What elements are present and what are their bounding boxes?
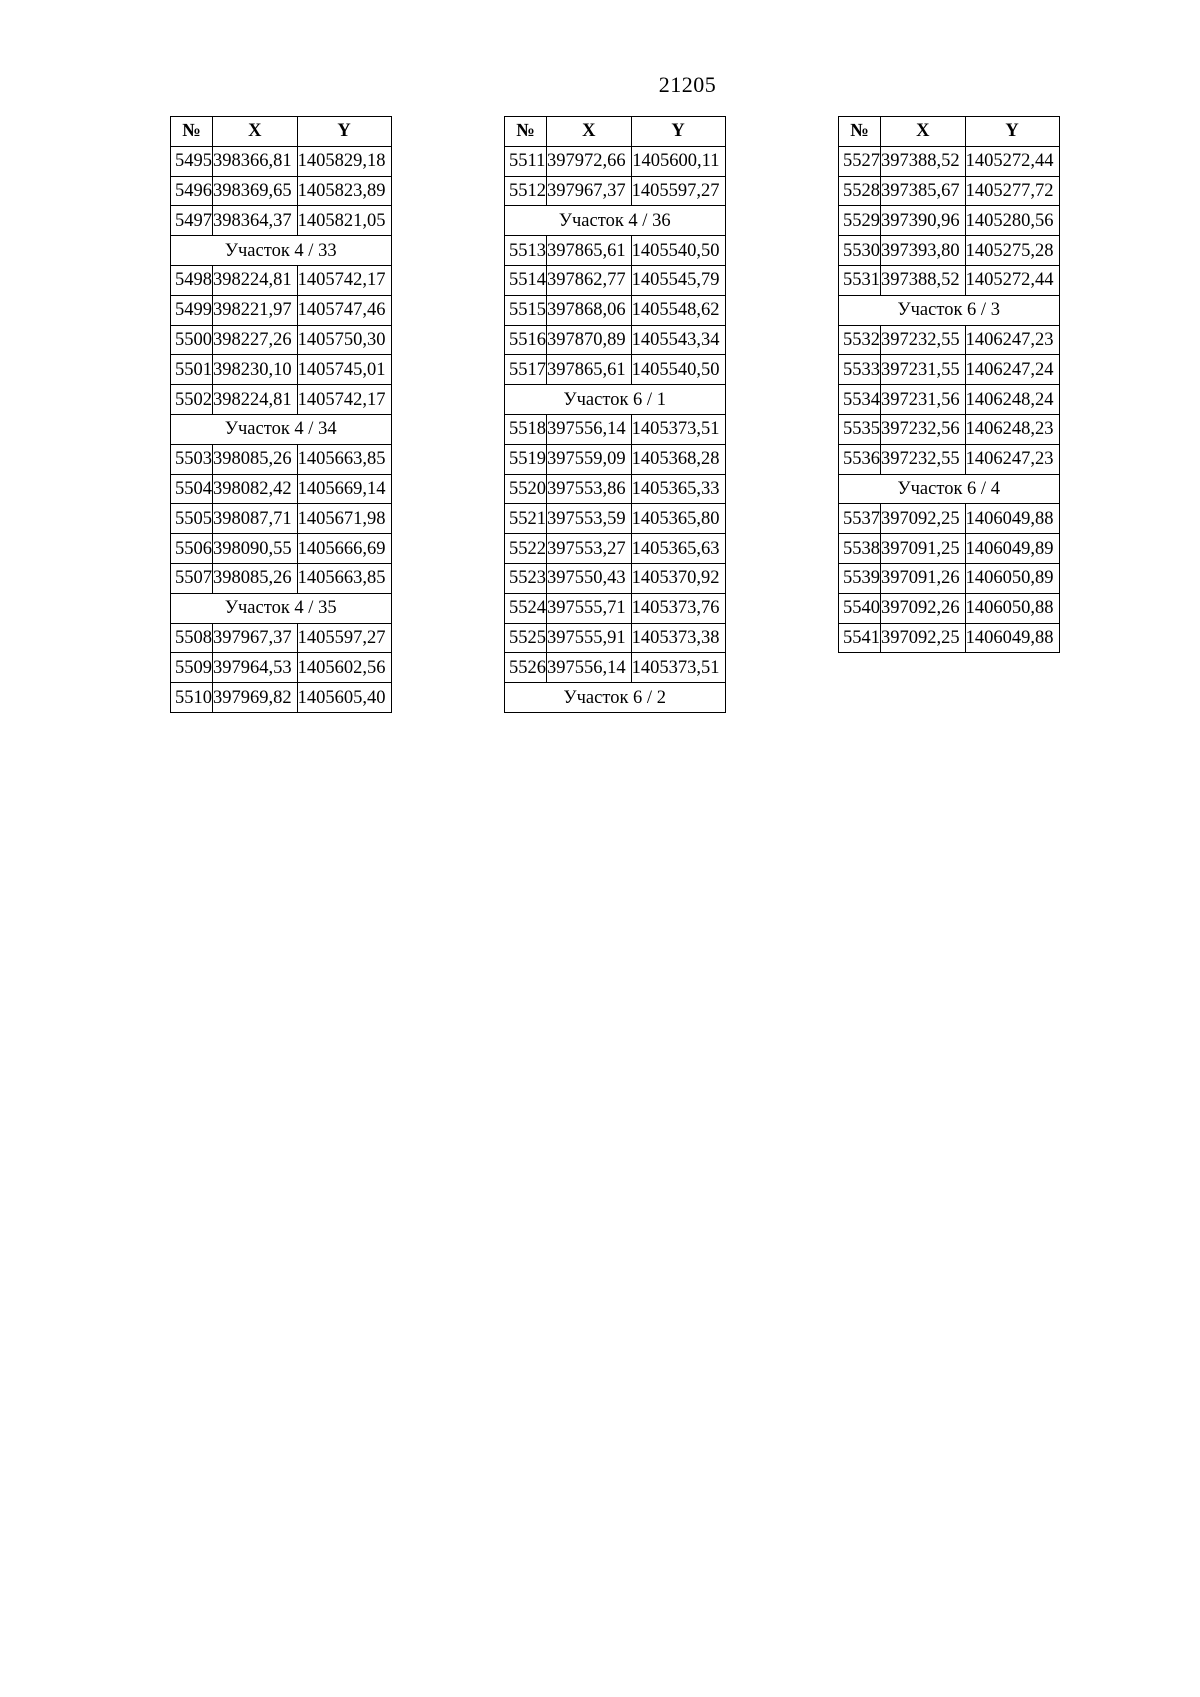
x-coordinate: 397967,37 (547, 176, 632, 206)
y-coordinate: 1406050,88 (965, 593, 1059, 623)
table-row (171, 474, 392, 504)
point-number: 5537 (839, 504, 881, 534)
y-coordinate: 1405745,01 (297, 355, 391, 385)
table-row (839, 504, 1060, 534)
x-coordinate: 397967,37 (213, 623, 298, 653)
section-row (505, 683, 726, 713)
section-label: Участок 4 / 36 (505, 206, 726, 236)
x-coordinate: 397865,61 (547, 355, 632, 385)
table-row (505, 295, 726, 325)
x-coordinate: 397553,86 (547, 474, 632, 504)
point-number: 5499 (171, 295, 213, 325)
x-coordinate: 398366,81 (213, 146, 298, 176)
x-coordinate: 397969,82 (213, 683, 298, 713)
table-row (505, 176, 726, 206)
table-row (839, 534, 1060, 564)
header-number: № (505, 117, 547, 147)
x-coordinate: 398087,71 (213, 504, 298, 534)
x-coordinate: 397865,61 (547, 236, 632, 266)
point-number: 5513 (505, 236, 547, 266)
x-coordinate: 397555,71 (547, 593, 632, 623)
x-coordinate: 397390,96 (881, 206, 966, 236)
y-coordinate: 1406247,23 (965, 444, 1059, 474)
x-coordinate: 397388,52 (881, 146, 966, 176)
y-coordinate: 1405597,27 (631, 176, 725, 206)
point-number: 5518 (505, 414, 547, 444)
header-x: X (881, 117, 966, 147)
y-coordinate: 1405545,79 (631, 265, 725, 295)
point-number: 5527 (839, 146, 881, 176)
section-label: Участок 4 / 34 (171, 414, 392, 444)
x-coordinate: 397092,25 (881, 504, 966, 534)
table-row (839, 236, 1060, 266)
table-row (505, 653, 726, 683)
point-number: 5522 (505, 534, 547, 564)
header-y: Y (297, 117, 391, 147)
section-label: Участок 4 / 35 (171, 593, 392, 623)
point-number: 5538 (839, 534, 881, 564)
y-coordinate: 1405277,72 (965, 176, 1059, 206)
table-row (171, 653, 392, 683)
x-coordinate: 397232,55 (881, 325, 966, 355)
y-coordinate: 1405742,17 (297, 385, 391, 415)
point-number: 5514 (505, 265, 547, 295)
x-coordinate: 397091,25 (881, 534, 966, 564)
coordinate-table-1 (170, 116, 392, 713)
y-coordinate: 1405365,63 (631, 534, 725, 564)
point-number: 5531 (839, 265, 881, 295)
point-number: 5516 (505, 325, 547, 355)
y-coordinate: 1406247,23 (965, 325, 1059, 355)
section-row (505, 206, 726, 236)
point-number: 5536 (839, 444, 881, 474)
x-coordinate: 398224,81 (213, 385, 298, 415)
table-row (171, 355, 392, 385)
table-row (839, 325, 1060, 355)
y-coordinate: 1406247,24 (965, 355, 1059, 385)
x-coordinate: 398085,26 (213, 563, 298, 593)
x-coordinate: 397553,27 (547, 534, 632, 564)
point-number: 5510 (171, 683, 213, 713)
y-coordinate: 1405373,38 (631, 623, 725, 653)
x-coordinate: 397232,55 (881, 444, 966, 474)
y-coordinate: 1405540,50 (631, 236, 725, 266)
x-coordinate: 397388,52 (881, 265, 966, 295)
y-coordinate: 1405750,30 (297, 325, 391, 355)
table-row (171, 623, 392, 653)
y-coordinate: 1405600,11 (631, 146, 725, 176)
section-row (171, 593, 392, 623)
y-coordinate: 1406050,89 (965, 563, 1059, 593)
point-number: 5521 (505, 504, 547, 534)
y-coordinate: 1405747,46 (297, 295, 391, 325)
y-coordinate: 1405540,50 (631, 355, 725, 385)
x-coordinate: 398082,42 (213, 474, 298, 504)
point-number: 5520 (505, 474, 547, 504)
x-coordinate: 397393,80 (881, 236, 966, 266)
table-row (171, 444, 392, 474)
y-coordinate: 1405821,05 (297, 206, 391, 236)
table-row (505, 623, 726, 653)
coordinate-table-2 (504, 116, 726, 713)
point-number: 5523 (505, 563, 547, 593)
coordinate-table-3 (838, 116, 1060, 653)
point-number: 5505 (171, 504, 213, 534)
x-coordinate: 398364,37 (213, 206, 298, 236)
table-row (171, 295, 392, 325)
y-coordinate: 1405829,18 (297, 146, 391, 176)
table-body (171, 146, 392, 712)
point-number: 5509 (171, 653, 213, 683)
x-coordinate: 397091,26 (881, 563, 966, 593)
page-number: 21205 (658, 72, 717, 97)
table-row (839, 385, 1060, 415)
x-coordinate: 397231,55 (881, 355, 966, 385)
table-header-row (171, 117, 392, 147)
table-row (505, 474, 726, 504)
table-row (505, 146, 726, 176)
section-label: Участок 6 / 4 (839, 474, 1060, 504)
point-number: 5498 (171, 265, 213, 295)
y-coordinate: 1405272,44 (965, 146, 1059, 176)
x-coordinate: 397556,14 (547, 414, 632, 444)
x-coordinate: 398227,26 (213, 325, 298, 355)
point-number: 5530 (839, 236, 881, 266)
y-coordinate: 1406049,89 (965, 534, 1059, 564)
table-row (505, 265, 726, 295)
section-row (839, 295, 1060, 325)
point-number: 5533 (839, 355, 881, 385)
x-coordinate: 398221,97 (213, 295, 298, 325)
y-coordinate: 1405365,80 (631, 504, 725, 534)
y-coordinate: 1405602,56 (297, 653, 391, 683)
table-body (505, 146, 726, 712)
table-row (171, 325, 392, 355)
point-number: 5504 (171, 474, 213, 504)
y-coordinate: 1405373,51 (631, 414, 725, 444)
point-number: 5540 (839, 593, 881, 623)
y-coordinate: 1405543,34 (631, 325, 725, 355)
point-number: 5529 (839, 206, 881, 236)
table-body (839, 146, 1060, 653)
point-number: 5507 (171, 563, 213, 593)
table-row (505, 534, 726, 564)
section-row (505, 385, 726, 415)
point-number: 5508 (171, 623, 213, 653)
x-coordinate: 398230,10 (213, 355, 298, 385)
point-number: 5539 (839, 563, 881, 593)
x-coordinate: 397972,66 (547, 146, 632, 176)
table-row (505, 355, 726, 385)
section-row (171, 236, 392, 266)
point-number: 5526 (505, 653, 547, 683)
table-row (839, 593, 1060, 623)
table-row (839, 176, 1060, 206)
table-row (505, 563, 726, 593)
table-row (839, 414, 1060, 444)
point-number: 5517 (505, 355, 547, 385)
point-number: 5497 (171, 206, 213, 236)
point-number: 5525 (505, 623, 547, 653)
y-coordinate: 1405548,62 (631, 295, 725, 325)
table-row (839, 206, 1060, 236)
point-number: 5496 (171, 176, 213, 206)
y-coordinate: 1405823,89 (297, 176, 391, 206)
section-label: Участок 6 / 2 (505, 683, 726, 713)
x-coordinate: 397556,14 (547, 653, 632, 683)
header-number: № (171, 117, 213, 147)
x-coordinate: 397385,67 (881, 176, 966, 206)
y-coordinate: 1405272,44 (965, 265, 1059, 295)
table-row (839, 444, 1060, 474)
header-x: X (547, 117, 632, 147)
y-coordinate: 1405671,98 (297, 504, 391, 534)
table-header-row (839, 117, 1060, 147)
table-row (839, 355, 1060, 385)
table-row (839, 623, 1060, 653)
x-coordinate: 398369,65 (213, 176, 298, 206)
y-coordinate: 1405663,85 (297, 563, 391, 593)
point-number: 5495 (171, 146, 213, 176)
table-row (171, 563, 392, 593)
point-number: 5534 (839, 385, 881, 415)
x-coordinate: 397092,26 (881, 593, 966, 623)
y-coordinate: 1405663,85 (297, 444, 391, 474)
x-coordinate: 397232,56 (881, 414, 966, 444)
x-coordinate: 397862,77 (547, 265, 632, 295)
header-y: Y (965, 117, 1059, 147)
y-coordinate: 1406248,24 (965, 385, 1059, 415)
y-coordinate: 1405365,33 (631, 474, 725, 504)
point-number: 5501 (171, 355, 213, 385)
y-coordinate: 1406049,88 (965, 623, 1059, 653)
point-number: 5512 (505, 176, 547, 206)
section-label: Участок 6 / 1 (505, 385, 726, 415)
x-coordinate: 397868,06 (547, 295, 632, 325)
point-number: 5500 (171, 325, 213, 355)
y-coordinate: 1405742,17 (297, 265, 391, 295)
x-coordinate: 398090,55 (213, 534, 298, 564)
table-row (839, 265, 1060, 295)
table-row (505, 414, 726, 444)
x-coordinate: 398224,81 (213, 265, 298, 295)
y-coordinate: 1405280,56 (965, 206, 1059, 236)
table-row (505, 236, 726, 266)
table-row (505, 444, 726, 474)
y-coordinate: 1405370,92 (631, 563, 725, 593)
table-row (505, 325, 726, 355)
table-row (171, 265, 392, 295)
x-coordinate: 397553,59 (547, 504, 632, 534)
x-coordinate: 397092,25 (881, 623, 966, 653)
table-row (171, 385, 392, 415)
table-row (171, 206, 392, 236)
y-coordinate: 1405605,40 (297, 683, 391, 713)
table-row (505, 504, 726, 534)
point-number: 5502 (171, 385, 213, 415)
header-number: № (839, 117, 881, 147)
y-coordinate: 1405275,28 (965, 236, 1059, 266)
point-number: 5511 (505, 146, 547, 176)
table-row (505, 593, 726, 623)
point-number: 5524 (505, 593, 547, 623)
section-row (171, 414, 392, 444)
x-coordinate: 397870,89 (547, 325, 632, 355)
table-row (171, 146, 392, 176)
point-number: 5528 (839, 176, 881, 206)
table-row (171, 683, 392, 713)
section-label: Участок 4 / 33 (171, 236, 392, 266)
y-coordinate: 1405597,27 (297, 623, 391, 653)
y-coordinate: 1405373,76 (631, 593, 725, 623)
table-row (171, 534, 392, 564)
y-coordinate: 1405373,51 (631, 653, 725, 683)
x-coordinate: 397550,43 (547, 563, 632, 593)
table-row (171, 504, 392, 534)
point-number: 5519 (505, 444, 547, 474)
point-number: 5515 (505, 295, 547, 325)
x-coordinate: 397555,91 (547, 623, 632, 653)
table-header-row (505, 117, 726, 147)
header-y: Y (631, 117, 725, 147)
table-row (171, 176, 392, 206)
x-coordinate: 398085,26 (213, 444, 298, 474)
y-coordinate: 1405368,28 (631, 444, 725, 474)
y-coordinate: 1406248,23 (965, 414, 1059, 444)
table-row (839, 563, 1060, 593)
point-number: 5532 (839, 325, 881, 355)
y-coordinate: 1406049,88 (965, 504, 1059, 534)
point-number: 5503 (171, 444, 213, 474)
header-x: X (213, 117, 298, 147)
y-coordinate: 1405666,69 (297, 534, 391, 564)
table-row (839, 146, 1060, 176)
y-coordinate: 1405669,14 (297, 474, 391, 504)
section-label: Участок 6 / 3 (839, 295, 1060, 325)
point-number: 5541 (839, 623, 881, 653)
x-coordinate: 397231,56 (881, 385, 966, 415)
x-coordinate: 397964,53 (213, 653, 298, 683)
point-number: 5535 (839, 414, 881, 444)
point-number: 5506 (171, 534, 213, 564)
x-coordinate: 397559,09 (547, 444, 632, 474)
section-row (839, 474, 1060, 504)
